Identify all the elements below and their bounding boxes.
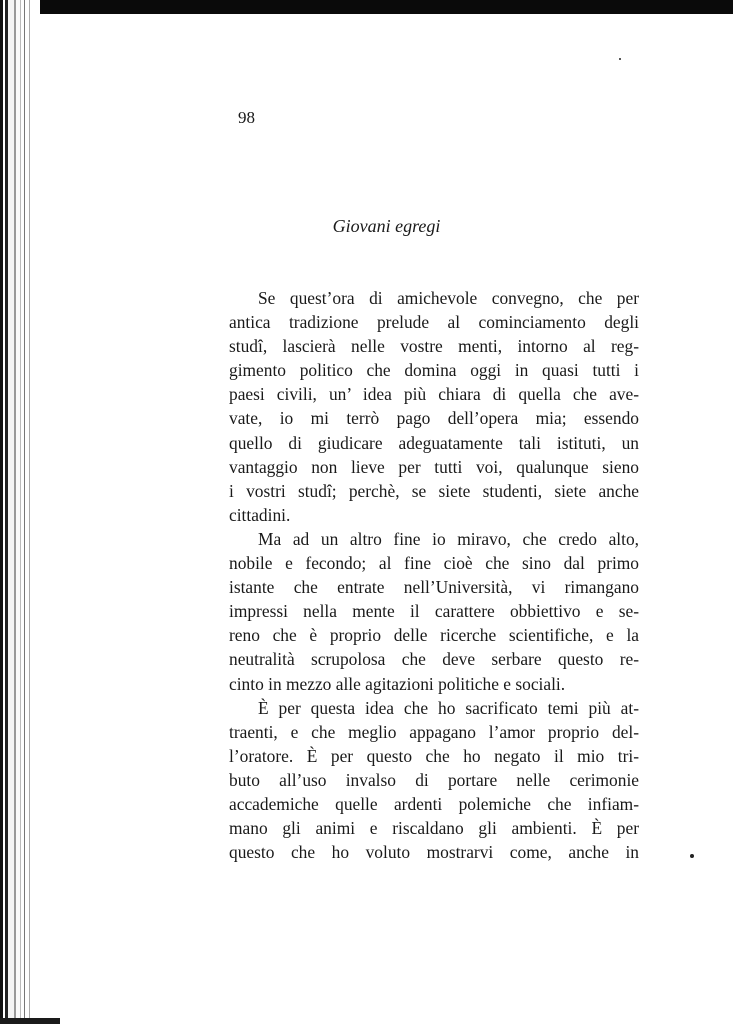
- text-line: reno che è proprio delle ricerche scientifiche, e la: [229, 625, 639, 646]
- text-line: l’oratore. È per questo che ho negato il mio tri-: [229, 745, 639, 766]
- text-line: mano gli animi e riscaldano gli ambienti. È per: [229, 818, 639, 839]
- text-line: accademiche quelle ardenti polemiche che infiam-: [229, 793, 639, 814]
- text-line: vate, io mi terrò pago dell’opera mia; essendo: [229, 408, 639, 429]
- text-line: traenti, e che meglio appagano l’amor proprio del-: [229, 721, 639, 742]
- scan-bottom-edge: [0, 1018, 60, 1024]
- page-number: 98: [238, 108, 255, 127]
- text-line: questo che ho voluto mostrarvi come, anche in: [229, 842, 639, 863]
- text-line: neutralità scrupolosa che deve serbare questo re-: [229, 649, 639, 670]
- text-line: quello di giudicare adeguatamente tali istituti, un: [229, 432, 639, 453]
- text-line: buto all’uso invalso di portare nelle cerimonie: [229, 769, 639, 790]
- text-line: cittadini.: [229, 504, 291, 525]
- ink-speck: [619, 58, 621, 60]
- text-line: Ma ad un altro fine io miravo, che credo alto,: [258, 528, 639, 549]
- page-heading: Giovani egregi: [332, 216, 441, 236]
- text-line: i vostri studî; perchè, se siete studenti, siete anche: [229, 480, 639, 501]
- text-line: nobile e fecondo; al fine cioè che sino dal primo: [229, 553, 639, 574]
- text-line: cinto in mezzo alle agitazioni politiche e sociali.: [229, 673, 566, 694]
- text-line: studî, lascierà nelle vostre menti, intorno al reg-: [229, 336, 639, 357]
- book-spine-shadow: [0, 0, 40, 1024]
- text-line: istante che entrate nell’Università, vi rimangano: [229, 577, 639, 598]
- text-line: impressi nella mente il carattere obbiettivo e se-: [229, 601, 639, 622]
- text-line: È per questa idea che ho sacrificato temi più at-: [258, 697, 639, 718]
- text-line: gimento politico che domina oggi in quasi tutti i: [229, 360, 639, 381]
- text-line: vantaggio non lieve per tutti voi, qualunque sieno: [229, 456, 639, 477]
- ink-speck: [690, 854, 694, 858]
- text-line: paesi civili, un’ idea più chiara di quella che ave-: [229, 384, 639, 405]
- text-line: Se quest’ora di amichevole convegno, che per: [258, 288, 639, 308]
- body-text: [229, 286, 639, 864]
- text-line: antica tradizione prelude al cominciamento degli: [229, 312, 639, 333]
- scan-top-edge: [0, 0, 733, 14]
